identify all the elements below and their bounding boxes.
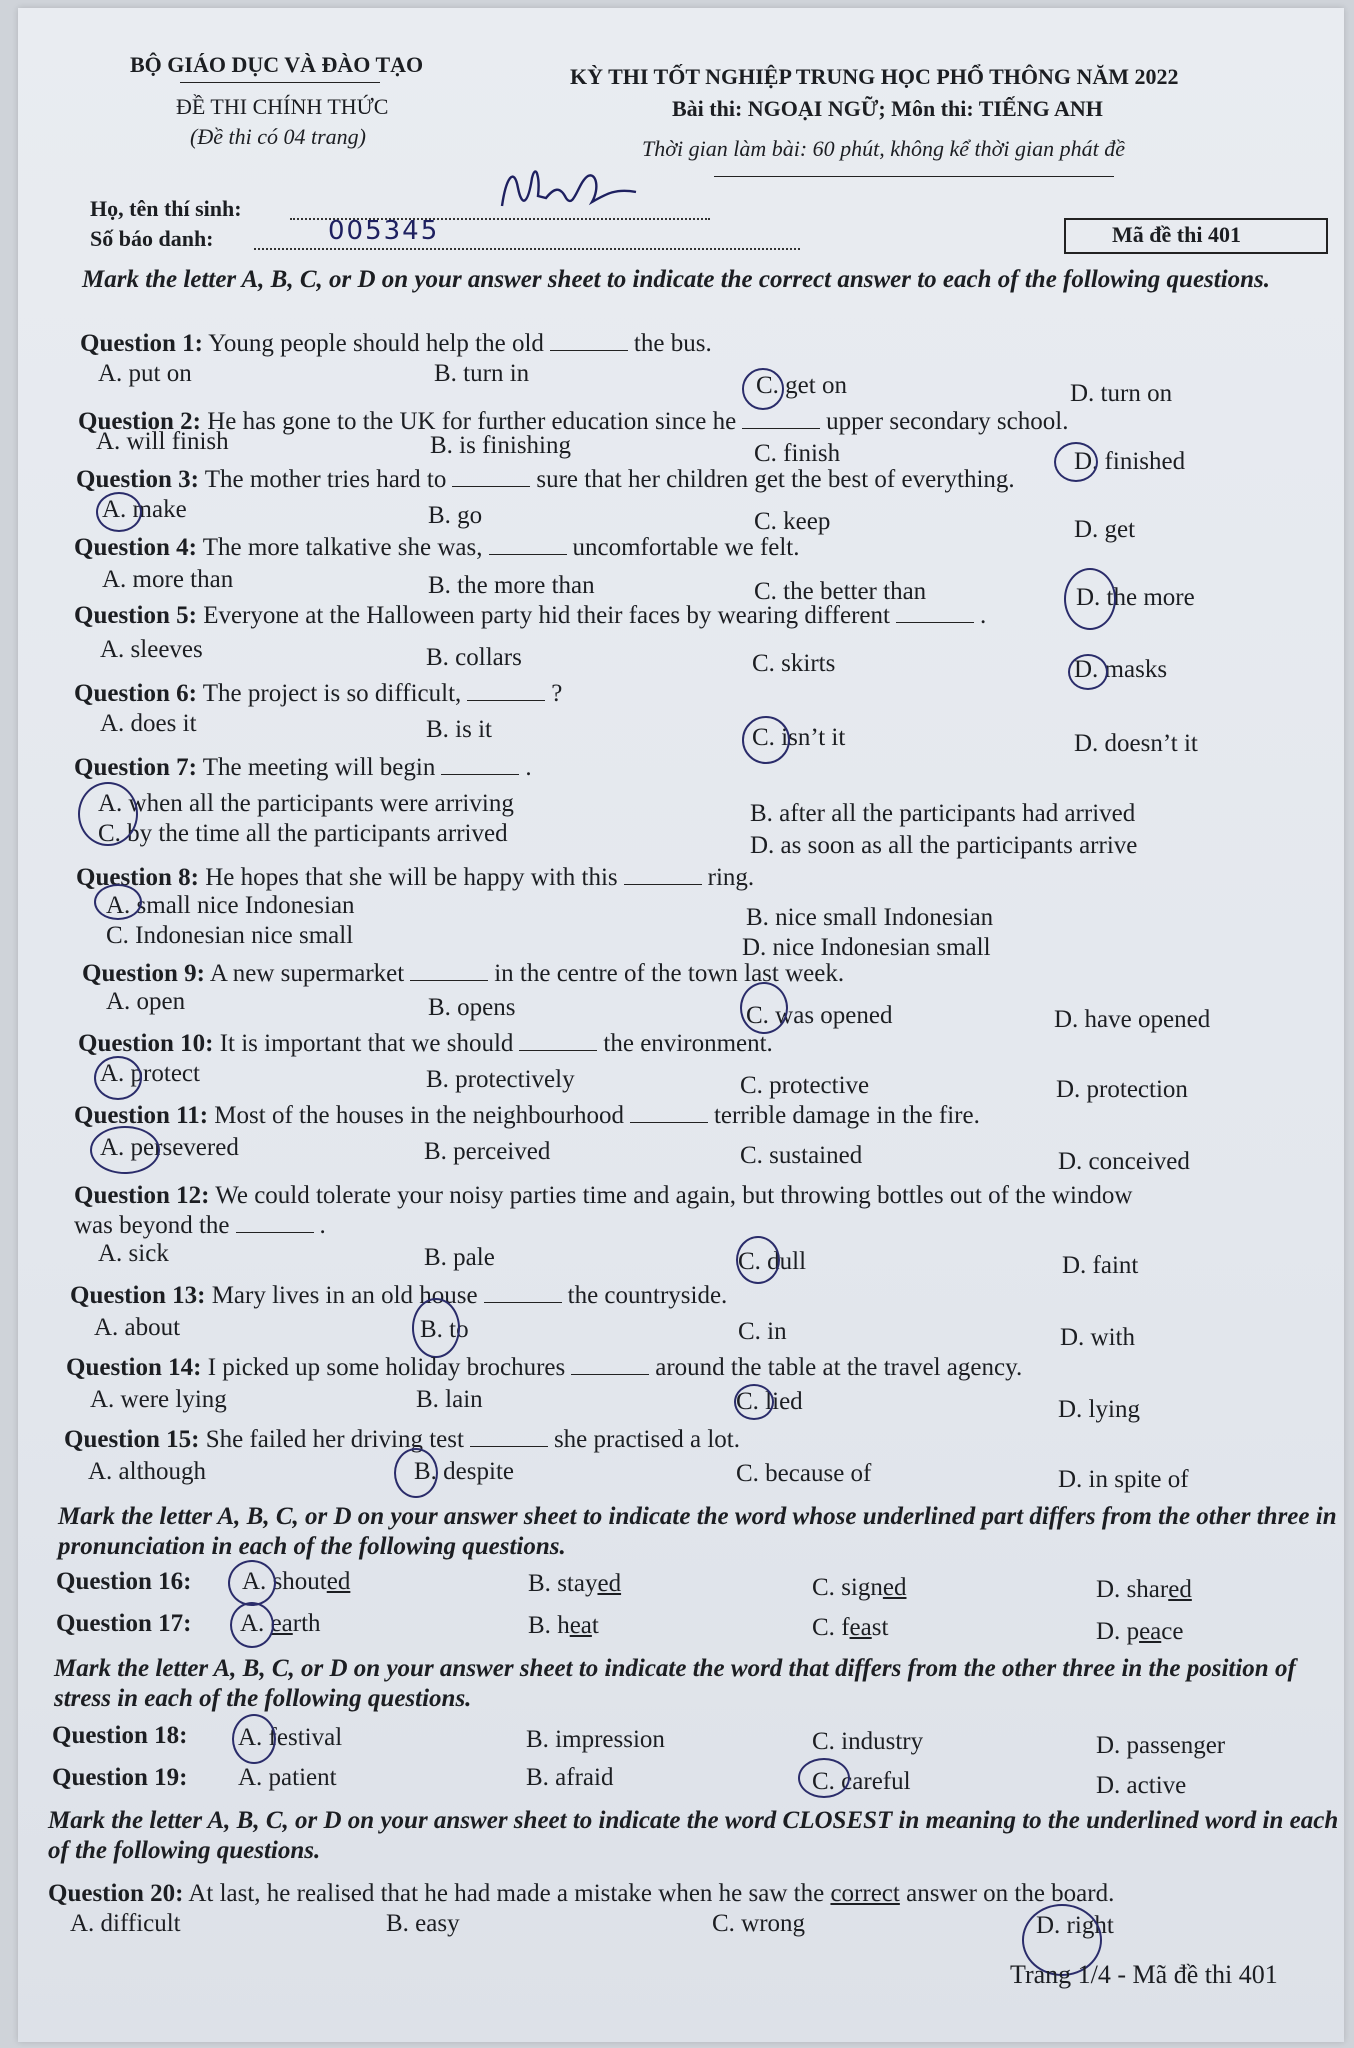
exam-time: Thời gian làm bài: 60 phút, không kể thời gian phát đề <box>642 136 1126 161</box>
q6-option-d[interactable]: D. doesn’t it <box>1074 730 1198 757</box>
q12-option-a[interactable]: A. sick <box>98 1240 169 1267</box>
q8-option-d[interactable]: D. nice Indonesian small <box>742 934 991 961</box>
ministry-name: BỘ GIÁO DỤC VÀ ĐÀO TẠO <box>130 52 424 77</box>
question-16: Question 16: <box>56 1568 192 1595</box>
question-11: Question 11: Most of the houses in the neighbourhood terrible damage in the fire. <box>74 1102 980 1129</box>
q6-option-b[interactable]: B. is it <box>426 716 492 743</box>
q5-option-d[interactable]: D. masks <box>1074 656 1168 683</box>
q9-option-d[interactable]: D. have opened <box>1054 1006 1211 1033</box>
question-12-line2: was beyond the . <box>74 1212 326 1239</box>
candidate-id-label: Số báo danh: <box>90 226 214 251</box>
answer-mark-circle <box>230 1602 274 1648</box>
exam-title: KỲ THI TỐT NGHIỆP TRUNG HỌC PHỔ THÔNG NĂM 2022 <box>570 64 1179 89</box>
question-8: Question 8: He hopes that she will be happy with this ring. <box>76 864 755 891</box>
question-19: Question 19: <box>52 1764 188 1791</box>
exam-subject: Bài thi: NGOẠI NGỮ; Môn thi: TIẾNG ANH <box>672 96 1103 121</box>
q20-option-a[interactable]: A. difficult <box>70 1910 181 1937</box>
q7-option-a[interactable]: A. when all the participants were arriving <box>98 790 514 817</box>
q17-option-c[interactable]: C. feast <box>812 1614 889 1641</box>
q10-option-d[interactable]: D. protection <box>1056 1076 1188 1103</box>
q9-option-a[interactable]: A. open <box>106 988 186 1015</box>
q17-option-a[interactable]: A. earth <box>240 1610 321 1637</box>
q4-option-d[interactable]: D. the more <box>1076 584 1195 611</box>
q5-option-a[interactable]: A. sleeves <box>100 636 203 663</box>
q2-option-d[interactable]: D. finished <box>1074 448 1186 475</box>
q1-option-b[interactable]: B. turn in <box>434 360 530 387</box>
question-2: Question 2: He has gone to the UK for further education since he upper secondary school. <box>78 408 1069 435</box>
answer-mark-circle <box>94 1056 142 1100</box>
q5-option-b[interactable]: B. collars <box>426 644 522 671</box>
question-13: Question 13: Mary lives in an old house the countryside. <box>70 1282 728 1309</box>
q11-option-d[interactable]: D. conceived <box>1058 1148 1190 1175</box>
q5-option-c[interactable]: C. skirts <box>752 650 836 677</box>
q17-option-b[interactable]: B. heat <box>528 1612 599 1639</box>
q1-option-d[interactable]: D. turn on <box>1070 380 1173 407</box>
question-15: Question 15: She failed her driving test she practised a lot. <box>64 1426 741 1453</box>
answer-mark-circle <box>1054 442 1098 482</box>
pages-note: (Đề thi có 04 trang) <box>190 124 366 149</box>
q19-option-b[interactable]: B. afraid <box>526 1764 614 1791</box>
question-7: Question 7: The meeting will begin . <box>74 754 532 781</box>
instruction-part1: Mark the letter A, B, C, or D on your answer sheet to indicate the correct answer to each of the following questions. <box>82 266 1271 293</box>
q13-option-d[interactable]: D. with <box>1060 1324 1135 1351</box>
candidate-name-label: Họ, tên thí sinh: <box>90 196 242 221</box>
q10-option-c[interactable]: C. protective <box>740 1072 870 1099</box>
answer-mark-circle <box>736 1236 780 1284</box>
q4-option-b[interactable]: B. the more than <box>428 572 595 599</box>
q16-option-c[interactable]: C. signed <box>812 1574 907 1601</box>
answer-mark-circle <box>742 716 790 764</box>
q17-option-d[interactable]: D. peace <box>1096 1618 1184 1645</box>
q19-option-a[interactable]: A. patient <box>238 1764 337 1791</box>
question-4: Question 4: The more talkative she was, uncomfortable we felt. <box>74 534 800 561</box>
q6-option-a[interactable]: A. does it <box>100 710 197 737</box>
q1-option-a[interactable]: A. put on <box>98 360 192 387</box>
q7-option-d[interactable]: D. as soon as all the participants arrive <box>750 832 1138 859</box>
q19-option-d[interactable]: D. active <box>1096 1772 1187 1799</box>
q11-option-c[interactable]: C. sustained <box>740 1142 863 1169</box>
q8-option-a[interactable]: A. small nice Indonesian <box>106 892 355 919</box>
answer-mark-circle <box>232 1714 276 1764</box>
header-rule <box>180 82 380 83</box>
answer-mark-circle <box>78 782 138 846</box>
answer-mark-circle <box>1068 654 1108 690</box>
q9-option-c[interactable]: C. was opened <box>746 1002 893 1029</box>
q13-option-b[interactable]: B. to <box>420 1316 469 1343</box>
question-20: Question 20: At last, he realised that he had made a mistake when he saw the correct answer on the board. <box>48 1880 1115 1907</box>
candidate-id-handwritten: 005345 <box>328 216 440 246</box>
q2-option-a[interactable]: A. will finish <box>96 428 229 455</box>
q14-option-a[interactable]: A. were lying <box>90 1386 227 1413</box>
q18-option-c[interactable]: C. industry <box>812 1728 924 1755</box>
q11-option-a[interactable]: A. persevered <box>100 1134 239 1161</box>
q2-option-c[interactable]: C. finish <box>754 440 841 467</box>
q1-option-c[interactable]: C. get on <box>756 372 847 399</box>
q7-option-c[interactable]: C. by the time all the participants arrived <box>98 820 508 847</box>
q10-option-a[interactable]: A. protect <box>100 1060 200 1087</box>
q20-option-c[interactable]: C. wrong <box>712 1910 806 1937</box>
q13-option-c[interactable]: C. in <box>738 1318 787 1345</box>
q9-option-b[interactable]: B. opens <box>428 994 516 1021</box>
q12-option-d[interactable]: D. faint <box>1062 1252 1139 1279</box>
q3-option-b[interactable]: B. go <box>428 502 483 529</box>
question-12: Question 12: We could tolerate your noisy parties time and again, but throwing bottles out of the window <box>74 1182 1133 1209</box>
q18-option-b[interactable]: B. impression <box>526 1726 665 1753</box>
question-6: Question 6: The project is so difficult, ? <box>74 680 563 707</box>
answer-mark-circle <box>740 982 788 1034</box>
q3-option-a[interactable]: A. make <box>102 496 187 523</box>
instruction-part4: Mark the letter A, B, C, or D on your answer sheet to indicate the word CLOSEST in meaning to the underlined word in each of the following questions. <box>48 1807 1339 1864</box>
q14-option-d[interactable]: D. lying <box>1058 1396 1140 1423</box>
q13-option-a[interactable]: A. about <box>94 1314 181 1341</box>
exam-page <box>18 8 1344 2042</box>
q16-option-b[interactable]: B. stayed <box>528 1570 622 1597</box>
q14-option-c[interactable]: C. lied <box>736 1388 803 1415</box>
candidate-id-field[interactable] <box>254 248 800 250</box>
q3-option-d[interactable]: D. get <box>1074 516 1136 543</box>
q19-option-c[interactable]: C. careful <box>812 1768 911 1795</box>
q16-option-a[interactable]: A. shouted <box>242 1568 351 1595</box>
question-17: Question 17: <box>56 1610 192 1637</box>
answer-blank <box>550 349 628 351</box>
q10-option-b[interactable]: B. protectively <box>426 1066 575 1093</box>
time-rule <box>714 176 1114 177</box>
answer-mark-circle <box>412 1298 460 1358</box>
question-label: Question 1: <box>80 330 203 357</box>
q15-option-b[interactable]: B. despite <box>414 1458 514 1485</box>
q15-option-a[interactable]: A. although <box>88 1458 207 1485</box>
answer-mark-circle <box>94 884 142 920</box>
q4-option-a[interactable]: A. more than <box>102 566 234 593</box>
q12-option-c[interactable]: C. dull <box>738 1248 807 1275</box>
question-10: Question 10: It is important that we should the environment. <box>78 1030 773 1057</box>
answer-mark-circle <box>90 1126 160 1174</box>
q2-option-b[interactable]: B. is finishing <box>430 432 571 459</box>
q18-option-d[interactable]: D. passenger <box>1096 1732 1226 1759</box>
answer-mark-circle <box>96 492 142 532</box>
answer-mark-circle <box>742 368 784 410</box>
q4-option-c[interactable]: C. the better than <box>754 578 927 605</box>
q12-option-b[interactable]: B. pale <box>424 1244 495 1271</box>
answer-mark-circle <box>1064 568 1116 630</box>
answer-mark-circle <box>394 1448 438 1498</box>
question-18: Question 18: <box>52 1722 188 1749</box>
instruction-part3: Mark the letter A, B, C, or D on your answer sheet to indicate the word that differs from the other three in the position of stress in each of the following questions. <box>54 1655 1296 1712</box>
question-5: Question 5: Everyone at the Halloween party hid their faces by wearing different . <box>74 602 987 629</box>
q3-option-c[interactable]: C. keep <box>754 508 831 535</box>
q6-option-c[interactable]: C. isn’t it <box>752 724 846 751</box>
answer-mark-circle <box>798 1758 850 1798</box>
q11-option-b[interactable]: B. perceived <box>424 1138 551 1165</box>
q7-option-b[interactable]: B. after all the participants had arrived <box>750 800 1136 827</box>
answer-mark-circle <box>734 1384 774 1420</box>
q15-option-d[interactable]: D. in spite of <box>1058 1466 1189 1493</box>
q20-option-d[interactable]: D. right <box>1036 1912 1114 1939</box>
page-footer: Trang 1/4 - Mã đề thi 401 <box>1010 1960 1278 1989</box>
question-9: Question 9: A new supermarket in the centre of the town last week. <box>82 960 845 987</box>
q14-option-b[interactable]: B. lain <box>416 1386 483 1413</box>
instruction-part2: Mark the letter A, B, C, or D on your answer sheet to indicate the word whose underlined part differs from the other three in pronunciation in each of the following questions. <box>58 1503 1337 1560</box>
q8-option-c[interactable]: C. Indonesian nice small <box>106 922 354 949</box>
q18-option-a[interactable]: A. festival <box>238 1724 343 1751</box>
question-3: Question 3: The mother tries hard to sure that her children get the best of everything. <box>76 466 1015 493</box>
question-14: Question 14: I picked up some holiday brochures around the table at the travel agency. <box>66 1354 1023 1381</box>
q15-option-c[interactable]: C. because of <box>736 1460 872 1487</box>
official-label: ĐỀ THI CHÍNH THỨC <box>176 94 389 119</box>
q8-option-b[interactable]: B. nice small Indonesian <box>746 904 994 931</box>
question-1: Question 1: Young people should help the old the bus. <box>80 330 712 357</box>
exam-code: Mã đề thi 401 <box>1112 222 1241 247</box>
q16-option-d[interactable]: D. shared <box>1096 1576 1192 1603</box>
answer-mark-circle <box>228 1560 276 1606</box>
q20-option-b[interactable]: B. easy <box>386 1910 460 1937</box>
signature-scribble <box>496 158 656 222</box>
